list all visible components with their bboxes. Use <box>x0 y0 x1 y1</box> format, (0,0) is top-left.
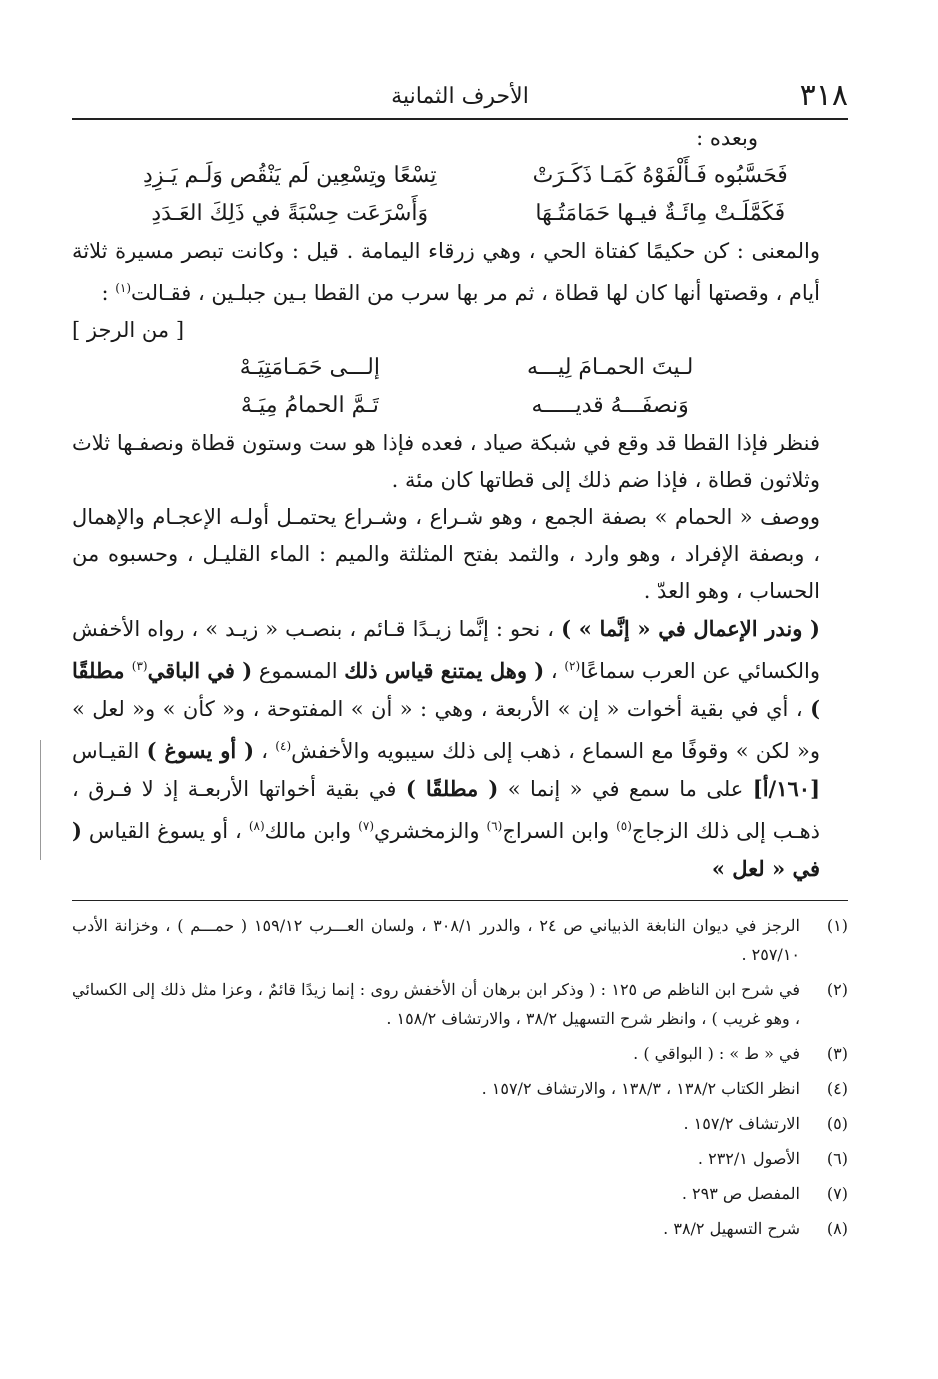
main-text <box>72 120 848 888</box>
matn-segment: ( أو يسوغ ) <box>146 738 255 763</box>
footnote-ref-2[interactable]: (٢) <box>564 659 581 673</box>
verse-4-first-hemistich: وَنصفَـــهُ قديـــــه <box>531 393 689 418</box>
footnote-number: (٦) <box>826 1149 848 1168</box>
manuscript-folio-marker: [١٦٠/أ] <box>752 776 821 801</box>
footnote-item <box>72 1144 848 1173</box>
paragraph-1-end: : <box>101 281 116 305</box>
scan-margin-mark <box>40 740 41 860</box>
page-header <box>72 70 848 120</box>
footnote-ref-3[interactable]: (٣) <box>131 659 148 673</box>
commentary-segment: ، أي في بقية أخوات « إن » الأربعة ، وهي : « أن » المفتوحة ، و« كأن » و« لعل » و« لكن » وقوفًا مع السماع ، ذهب إلى ذلك سيبويه والأخفش <box>72 697 820 763</box>
footnote-text: المفصل ص ٢٩٣ . <box>681 1184 800 1203</box>
footnote-number: (٣) <box>826 1044 848 1063</box>
commentary-segment: وابن مالك <box>264 819 359 843</box>
page-number: ٣١٨ <box>799 78 848 113</box>
footnote-item <box>72 975 848 1033</box>
footnote-ref-6[interactable]: (٦) <box>486 819 503 833</box>
paragraph-4 <box>72 610 848 888</box>
matn-segment: ( وهل يمتنع قياس ذلك <box>344 658 545 683</box>
paragraph-1 <box>72 233 848 312</box>
footnote-separator <box>72 900 848 901</box>
footnote-text: الرجز في ديوان النابغة الذبياني ص ٢٤ ، والدرر ٣٠٨/١ ، ولسان العـــرب ١٥٩/١٢ ( حمـــم ) ، وخزانة الأدب ٢٥٧/١٠ . <box>72 916 801 964</box>
commentary-segment: ، <box>254 739 276 763</box>
footnote-text: في شرح ابن الناظم ص ١٢٥ : ( وذكر ابن برهان أن الأخفش روى : إنما زيدًا قائمٌ ، وعزا مثل ذلك إلى الكسائي ، وهو غريب ) ، وانظر شرح التسهيل ٣٨/٢ ، والارتشاف ١٥٨/٢ . <box>72 980 801 1028</box>
footnote-text: انظر الكتاب ١٣٨/٢ ، ١٣٨/٣ ، والارتشاف ١٥٧/٢ . <box>481 1079 800 1098</box>
verse-2-second-hemistich: وَأَسْرَعَت حِسْبَةً في ذَلِكَ العَـدَدِ <box>151 201 429 226</box>
footnote-number: (٧) <box>826 1184 848 1203</box>
paragraph-1-text: والمعنى : كن حكيمًا كفتاة الحي ، وهي زرقاء اليمامة . قيل : وكانت تبصر مسيرة ثلاثة أيام ، وقصتها أنها كان لها قطاة ، ثم مر بها سرب من القطا بـين جبلـين ، فقـالت <box>72 239 820 305</box>
verse-line-1 <box>72 157 848 195</box>
commentary-segment: والزمخشري <box>374 819 487 843</box>
running-title: الأحرف الثمانية <box>391 84 529 109</box>
commentary-segment: على ما سمع في « إنما » <box>498 777 753 801</box>
footnote-text: في « ط » : ( البواقي ) . <box>633 1044 800 1063</box>
footnote-item <box>72 1214 848 1243</box>
verse-1-first-hemistich: فَحَسَّبُوه فَـأَلْفَوْهُ كَمَـا ذَكَـرَتْ <box>532 163 788 188</box>
footnote-number: (٥) <box>826 1114 848 1133</box>
verse-3-second-hemistich: إلـــى حَمَـامَتِيَـهْ <box>239 355 380 380</box>
intro-line: وبعده : <box>696 126 758 150</box>
footnote-ref-7[interactable]: (٧) <box>358 819 374 833</box>
footnote-ref-8[interactable]: (٨) <box>248 819 265 833</box>
footnote-text: الأصول ٢٣٢/١ . <box>697 1149 800 1168</box>
commentary-segment: ، أو يسوغ القياس <box>81 819 249 843</box>
book-page <box>72 70 848 1249</box>
footnote-ref-1[interactable]: (١) <box>115 281 132 295</box>
matn-segment: ( في « لعل » <box>72 818 820 881</box>
commentary-segment: المسموع <box>252 659 345 683</box>
footnote-number: (٢) <box>826 980 848 999</box>
verse-1-second-hemistich: تِسْعًا وتِسْعِين لَم يَنْقُص وَلَـم يَـزِدِ <box>143 163 437 188</box>
verse-line-3 <box>72 349 848 387</box>
meter-label: [ من الرجز ] <box>72 318 185 342</box>
footnote-ref-4[interactable]: (٤) <box>275 739 292 753</box>
paragraph-2: فنظر فإذا القطا قد وقع في شبكة صياد ، فعده فإذا هو ست وستون قطاة ونصفـها ثلاث وثلاثون قطاة ، فإذا ضم ذلك إلى قطاتها كان مئة . <box>72 431 820 492</box>
verse-2-first-hemistich: فَكَمَّلَـتْ مِائَـةٌ فيـها حَمَامَتُـهَا <box>535 201 786 226</box>
footnote-text: الارتشاف ١٥٧/٢ . <box>683 1114 800 1133</box>
matn-segment: ( في الباقي <box>147 658 253 683</box>
header-rule <box>72 118 848 120</box>
verse-line-4 <box>72 387 848 425</box>
commentary-segment: ، نحو : إنَّما زيـدًا قـائم ، بنصـب « زيـد » ، رواه الأخفش والكسائي عن العرب سماعًا <box>72 617 820 683</box>
verse-4-second-hemistich: تَـمَّ الحمامُ مِيَـهْ <box>240 393 379 418</box>
matn-segment: مطلقًا ) <box>72 658 820 721</box>
footnote-ref-5[interactable]: (٥) <box>616 819 632 833</box>
matn-segment: ( مطلقًا ) <box>405 776 499 801</box>
footnote-item <box>72 1179 848 1208</box>
footnote-text: شرح التسهيل ٣٨/٢ . <box>663 1219 800 1238</box>
commentary-segment: القيـاس <box>72 739 147 763</box>
footnote-item <box>72 1074 848 1103</box>
commentary-segment: في بقية أخواتها الأربعـة إذ لا فـرق ، ذهـب إلى ذلك الزجاج <box>72 777 821 843</box>
footnote-item <box>72 911 848 969</box>
commentary-segment: ، <box>544 659 565 683</box>
footnote-item <box>72 1039 848 1068</box>
footnote-number: (٨) <box>826 1219 848 1238</box>
verse-line-2 <box>72 195 848 233</box>
matn-segment: ( وندر الإعمال في « إنَّما » ) <box>561 616 820 641</box>
paragraph-3: ووصف « الحمام » بصفة الجمع ، وهو شـراع ، وشـراع يحتمـل أولـه الإعجـام والإهمال ، وبصفة الإفراد ، وهو وارد ، والثمد بفتح المثلثة والميم : الماء القليـل ، وحسبوه من الحساب ، وهو العدّ . <box>72 505 820 603</box>
footnote-number: (١) <box>826 916 848 935</box>
footnotes <box>72 911 848 1243</box>
verse-3-first-hemistich: لـيتَ الحمـامَ لِيـــه <box>526 355 694 380</box>
commentary-segment: وابن السراج <box>502 819 617 843</box>
footnote-item <box>72 1109 848 1138</box>
footnote-number: (٤) <box>826 1079 848 1098</box>
